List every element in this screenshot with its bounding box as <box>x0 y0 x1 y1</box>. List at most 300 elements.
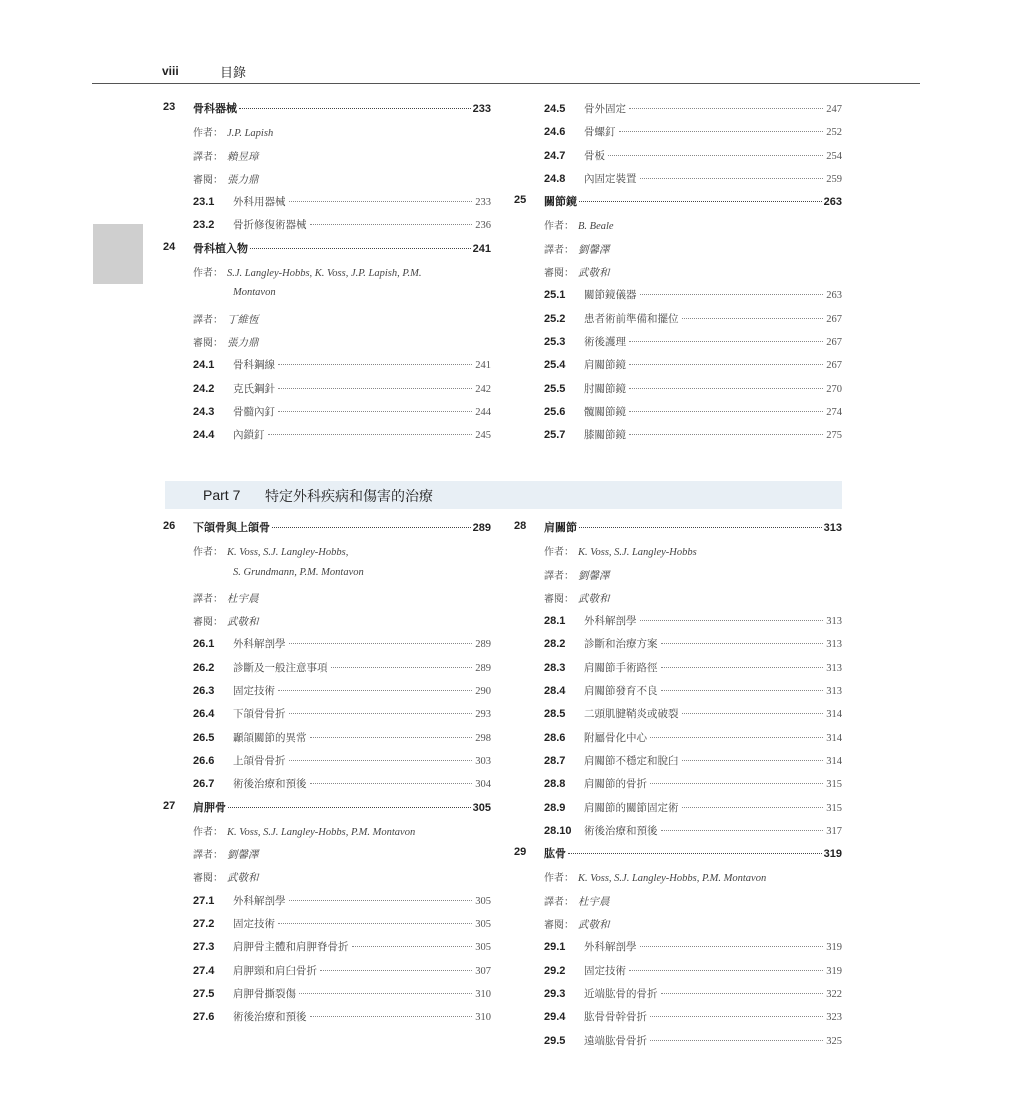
section-number: 26.1 <box>193 638 215 651</box>
section-line <box>193 636 491 651</box>
section-line <box>544 636 842 651</box>
section-page: 298 <box>475 732 491 744</box>
chapter-entry <box>514 191 842 214</box>
section-page: 313 <box>826 639 842 651</box>
chapter-entry <box>514 517 842 540</box>
dot-leader <box>682 807 824 808</box>
section-line <box>544 939 842 954</box>
section-page: 275 <box>826 430 842 442</box>
section-line <box>544 404 842 419</box>
dot-leader <box>608 155 823 156</box>
section-number: 28.1 <box>544 615 566 628</box>
section-title: 上頜骨骨折 <box>233 754 286 767</box>
section-title: 術後護理 <box>584 335 626 348</box>
section-line <box>193 357 491 372</box>
section-number: 25.7 <box>544 429 566 442</box>
section-line <box>193 427 491 442</box>
section-number: 29.1 <box>544 941 566 954</box>
section-page: 313 <box>826 686 842 698</box>
section-page: 313 <box>826 616 842 628</box>
section-page: 314 <box>826 755 842 767</box>
section-title: 肩關節手術路徑 <box>584 661 658 674</box>
section-title: 骨螺釘 <box>584 126 616 139</box>
section-entry <box>514 750 842 773</box>
section-number: 28.4 <box>544 685 566 698</box>
chapter-line <box>544 845 842 861</box>
section-entry <box>163 424 491 447</box>
credit-text <box>544 893 842 909</box>
dot-leader <box>278 364 472 365</box>
dot-leader <box>568 853 822 854</box>
chapter-page: 263 <box>823 196 842 209</box>
credit-label: 審閱： <box>193 337 223 349</box>
section-line <box>544 963 842 978</box>
credit-text <box>544 567 842 583</box>
section-page: 236 <box>475 220 491 232</box>
section-number: 27.6 <box>193 1011 215 1024</box>
credit-label: 審閱： <box>544 268 574 280</box>
section-line <box>544 311 842 326</box>
section-line <box>544 1033 842 1048</box>
credit-label: 譯者： <box>193 593 223 605</box>
section-title: 近端肱骨的骨折 <box>584 987 658 1000</box>
section-page: 314 <box>826 709 842 721</box>
section-entry <box>514 680 842 703</box>
toc-column-bottom-right <box>514 517 842 1053</box>
section-title: 遠端肱骨骨折 <box>584 1034 647 1047</box>
credit-label: 譯者： <box>544 244 574 256</box>
chapter-number: 29 <box>514 846 527 859</box>
section-page: 319 <box>826 942 842 954</box>
section-line <box>544 660 842 675</box>
credit-line <box>514 913 842 936</box>
credit-names: S.J. Langley-Hobbs, K. Voss, J.P. Lapish, P.M. <box>227 268 422 280</box>
section-page: 310 <box>475 1012 491 1024</box>
section-line <box>193 194 491 209</box>
section-title: 髖關節鏡 <box>584 405 626 418</box>
section-line <box>544 124 842 139</box>
section-title: 固定技術 <box>233 685 275 698</box>
dot-leader <box>629 434 823 435</box>
dot-leader <box>682 713 824 714</box>
section-title: 骨科鋼線 <box>233 359 275 372</box>
credit-names: K. Voss, S.J. Langley-Hobbs <box>578 547 697 559</box>
section-entry <box>163 936 491 959</box>
section-page: 245 <box>475 430 491 442</box>
section-title: 外科解剖學 <box>233 638 286 651</box>
section-entry <box>163 983 491 1006</box>
section-title: 術後治療和預後 <box>233 1011 307 1024</box>
section-title: 克氏鋼針 <box>233 382 275 395</box>
credit-text <box>193 869 491 885</box>
section-number: 24.8 <box>544 172 566 185</box>
chapter-page: 289 <box>472 522 491 534</box>
credit-text <box>544 543 842 558</box>
credit-names: 劉馨澤 <box>578 244 610 256</box>
credit-line <box>163 145 491 168</box>
section-entry <box>514 703 842 726</box>
section-number: 26.3 <box>193 685 215 698</box>
dot-leader <box>228 807 471 808</box>
section-number: 26.7 <box>193 778 215 791</box>
chapter-title: 下頜骨與上頜骨 <box>193 521 270 534</box>
section-page: 307 <box>475 965 491 977</box>
chapter-line <box>193 100 491 116</box>
toc-column-top-right <box>514 98 842 447</box>
section-number: 24.3 <box>193 405 215 418</box>
credit-label: 作者： <box>544 547 574 559</box>
chapter-title: 關節鏡 <box>544 195 577 209</box>
section-number: 24.2 <box>193 382 215 395</box>
chapter-title: 骨科植入物 <box>193 241 248 255</box>
section-page: 317 <box>826 825 842 837</box>
credit-names: S. Grundmann, P.M. Montavon <box>233 566 364 578</box>
section-number: 29.5 <box>544 1034 566 1047</box>
section-number: 24.7 <box>544 149 566 162</box>
section-entry <box>514 354 842 377</box>
section-page: 322 <box>826 988 842 1000</box>
credit-names: 杜宇晨 <box>227 593 259 605</box>
section-number: 26.5 <box>193 731 215 744</box>
section-number: 28.6 <box>544 731 566 744</box>
section-page: 267 <box>826 336 842 348</box>
section-number: 26.4 <box>193 708 215 721</box>
credit-names: 杜宇晨 <box>578 896 610 908</box>
dot-leader <box>310 737 473 738</box>
section-entry <box>514 983 842 1006</box>
section-title: 顳頜關節的異常 <box>233 731 307 744</box>
section-entry <box>163 354 491 377</box>
section-entry <box>514 657 842 680</box>
section-number: 24.5 <box>544 103 566 115</box>
dot-leader <box>579 527 822 528</box>
section-line <box>193 1009 491 1024</box>
dot-leader <box>650 783 823 784</box>
section-page: 289 <box>475 639 491 651</box>
chapter-page: 305 <box>472 801 491 814</box>
section-page: 244 <box>475 406 491 418</box>
section-entry <box>163 657 491 680</box>
chapter-page: 241 <box>472 242 491 255</box>
section-entry <box>163 633 491 656</box>
chapter-entry <box>163 98 491 121</box>
credit-label: 審閱： <box>544 920 574 932</box>
section-entry <box>163 214 491 237</box>
credit-label: 審閱： <box>193 174 223 186</box>
credit-names: 武敬和 <box>578 268 610 280</box>
credit-names: Montavon <box>233 287 276 299</box>
section-number: 23.1 <box>193 196 215 209</box>
section-line <box>544 171 842 186</box>
section-line <box>193 916 491 931</box>
dot-leader <box>682 760 824 761</box>
credit-text <box>193 590 491 606</box>
toc-column-top-left <box>163 98 491 447</box>
section-line <box>193 706 491 721</box>
dot-leader <box>629 108 823 109</box>
section-number: 27.4 <box>193 964 215 977</box>
section-page: 254 <box>826 150 842 162</box>
section-entry <box>514 936 842 959</box>
dot-leader <box>310 224 473 225</box>
credit-text <box>193 543 491 558</box>
section-number: 28.8 <box>544 778 566 791</box>
credit-names: K. Voss, S.J. Langley-Hobbs, <box>227 547 349 559</box>
dot-leader <box>239 108 471 109</box>
section-page: 323 <box>826 1012 842 1024</box>
section-title: 診斷和治療方案 <box>584 638 658 651</box>
dot-leader <box>299 993 472 994</box>
credit-line <box>163 331 491 354</box>
section-page: 319 <box>826 965 842 977</box>
section-line <box>544 101 842 116</box>
section-number: 24.1 <box>193 359 215 372</box>
section-title: 內固定裝置 <box>584 172 637 185</box>
header-title: 目錄 <box>220 66 247 81</box>
section-page: 252 <box>826 127 842 139</box>
credit-line <box>163 121 491 144</box>
section-entry <box>514 773 842 796</box>
section-line <box>544 381 842 396</box>
section-title: 外科解剖學 <box>584 941 637 954</box>
section-number: 25.2 <box>544 312 566 325</box>
dot-leader <box>640 178 824 179</box>
credit-names: 張力鼎 <box>227 174 259 186</box>
credit-line <box>514 540 842 563</box>
section-title: 肘關節鏡 <box>584 382 626 395</box>
section-page: 290 <box>475 686 491 698</box>
dot-leader <box>682 318 824 319</box>
toc-column-bottom-left <box>163 517 491 1030</box>
credit-label: 作者： <box>193 268 223 280</box>
dot-leader <box>629 341 823 342</box>
section-line <box>193 381 491 396</box>
credit-names: B. Beale <box>578 221 614 233</box>
section-number: 28.2 <box>544 638 566 651</box>
section-title: 固定技術 <box>233 918 275 931</box>
section-number: 25.5 <box>544 382 566 395</box>
dot-leader <box>579 201 822 202</box>
section-page: 315 <box>826 802 842 814</box>
chapter-entry <box>163 238 491 261</box>
section-title: 診斷及一般注意事項 <box>233 661 328 674</box>
section-number: 26.2 <box>193 661 215 674</box>
section-line <box>544 287 842 302</box>
dot-leader <box>650 737 823 738</box>
section-line <box>544 730 842 745</box>
section-entry <box>163 1006 491 1029</box>
section-entry <box>163 913 491 936</box>
section-entry <box>163 703 491 726</box>
section-line <box>193 753 491 768</box>
dot-leader <box>289 643 473 644</box>
section-entry <box>514 145 842 168</box>
credit-line <box>163 168 491 191</box>
section-line <box>544 706 842 721</box>
section-title: 骨折修復術器械 <box>233 219 307 232</box>
chapter-page: 319 <box>823 848 842 861</box>
credit-line <box>163 261 491 284</box>
section-number: 26.6 <box>193 754 215 767</box>
section-number: 25.3 <box>544 335 566 348</box>
section-title: 關節鏡儀器 <box>584 289 637 302</box>
section-title: 內鎖釘 <box>233 429 265 442</box>
credit-line <box>163 610 491 633</box>
dot-leader <box>278 411 472 412</box>
section-title: 骨髓內釘 <box>233 405 275 418</box>
section-entry <box>514 121 842 144</box>
section-line <box>193 404 491 419</box>
credit-text <box>544 916 842 932</box>
credit-text <box>193 124 491 139</box>
section-number: 28.10 <box>544 824 572 837</box>
dot-leader <box>320 970 472 971</box>
section-title: 下頜骨骨折 <box>233 708 286 721</box>
section-page: 304 <box>475 779 491 791</box>
section-page: 263 <box>826 290 842 302</box>
section-number: 25.6 <box>544 405 566 418</box>
section-number: 24.4 <box>193 429 215 442</box>
credit-text <box>193 171 491 187</box>
chapter-line <box>544 193 842 209</box>
section-page: 247 <box>826 104 842 115</box>
dot-leader <box>629 364 823 365</box>
dot-leader <box>310 1016 473 1017</box>
section-title: 術後治療和預後 <box>584 824 658 837</box>
dot-leader <box>640 620 824 621</box>
credit-text <box>193 148 491 164</box>
section-number: 25.4 <box>544 359 566 372</box>
section-line <box>544 683 842 698</box>
section-line <box>193 963 491 978</box>
dot-leader <box>661 667 824 668</box>
section-page: 325 <box>826 1035 842 1047</box>
credit-label: 譯者： <box>193 151 223 163</box>
section-page: 289 <box>475 662 491 674</box>
chapter-number: 23 <box>163 101 176 113</box>
part-number: Part 7 <box>203 487 241 503</box>
section-entry <box>514 1006 842 1029</box>
section-title: 肩胛頸和肩臼骨折 <box>233 964 317 977</box>
section-number: 28.5 <box>544 708 566 721</box>
credit-line <box>514 587 842 610</box>
section-title: 肩關節鏡 <box>584 359 626 372</box>
section-entry <box>163 378 491 401</box>
section-page: 310 <box>475 988 491 1000</box>
section-title: 骨外固定 <box>584 103 626 115</box>
chapter-title: 肩胛骨 <box>193 800 226 814</box>
credit-names: 武敬和 <box>227 873 259 885</box>
credit-names: 武敬和 <box>578 920 610 932</box>
section-line <box>544 823 842 838</box>
dot-leader <box>650 1016 823 1017</box>
section-title: 術後治療和預後 <box>233 778 307 791</box>
credit-text <box>193 264 491 279</box>
chapter-entry <box>163 517 491 540</box>
credit-names: K. Voss, S.J. Langley-Hobbs, P.M. Montavon <box>227 826 416 838</box>
credit-text <box>193 823 491 838</box>
credit-names: 賴昱璋 <box>227 151 259 163</box>
credit-text <box>193 613 491 629</box>
dot-leader <box>661 643 824 644</box>
section-title: 患者術前準備和擺位 <box>584 312 679 325</box>
chapter-number: 26 <box>163 520 176 532</box>
credit-label: 作者： <box>544 221 574 233</box>
section-entry <box>163 401 491 424</box>
section-number: 28.9 <box>544 801 566 814</box>
credit-label: 審閱： <box>193 617 223 629</box>
section-page: 305 <box>475 919 491 931</box>
credit-text <box>544 264 842 280</box>
chapter-number: 28 <box>514 520 527 532</box>
page-header <box>92 60 920 84</box>
dot-leader <box>661 993 824 994</box>
dot-leader <box>331 667 473 668</box>
section-title: 固定技術 <box>584 964 626 977</box>
section-entry <box>163 773 491 796</box>
credit-text <box>544 241 842 257</box>
section-title: 二頭肌腱鞘炎或破裂 <box>584 708 679 721</box>
dot-leader <box>289 900 473 901</box>
dot-leader <box>629 970 823 971</box>
section-number: 29.3 <box>544 987 566 1000</box>
chapter-title: 骨科器械 <box>193 102 237 115</box>
credit-continuation <box>163 564 491 587</box>
credit-names: 丁維恆 <box>227 314 259 326</box>
section-title: 附屬骨化中心 <box>584 731 647 744</box>
section-title: 膝關節鏡 <box>584 429 626 442</box>
section-entry <box>514 401 842 424</box>
credit-line <box>514 261 842 284</box>
credit-names: 劉馨澤 <box>227 850 259 862</box>
section-entry <box>514 424 842 447</box>
section-title: 肩關節的關節固定術 <box>584 801 679 814</box>
credit-line <box>514 866 842 889</box>
section-entry <box>163 890 491 913</box>
page-number: viii <box>162 64 179 78</box>
section-title: 肩胛骨撕裂傷 <box>233 987 296 1000</box>
section-entry <box>163 191 491 214</box>
credit-text <box>193 334 491 350</box>
section-page: 233 <box>475 197 491 209</box>
credit-names: 劉馨澤 <box>578 570 610 582</box>
credit-label: 譯者： <box>544 896 574 908</box>
section-line <box>193 986 491 1001</box>
credit-label: 作者： <box>193 547 223 559</box>
credit-names: 張力鼎 <box>227 337 259 349</box>
section-entry <box>514 960 842 983</box>
section-number: 25.1 <box>544 289 566 302</box>
section-line <box>544 427 842 442</box>
section-entry <box>514 1030 842 1053</box>
chapter-page: 313 <box>823 522 842 534</box>
section-line <box>193 730 491 745</box>
part-banner <box>165 481 842 509</box>
section-page: 270 <box>826 383 842 395</box>
chapter-title: 肱骨 <box>544 847 566 861</box>
dot-leader <box>640 294 824 295</box>
credit-line <box>514 890 842 913</box>
chapter-thumb-tab <box>93 224 143 284</box>
section-number: 27.5 <box>193 987 215 1000</box>
credit-label: 審閱： <box>544 593 574 605</box>
credit-line <box>163 820 491 843</box>
section-number: 28.3 <box>544 661 566 674</box>
section-entry <box>163 680 491 703</box>
section-number: 27.1 <box>193 894 215 907</box>
section-title: 肩關節不穩定和脫臼 <box>584 754 679 767</box>
dot-leader <box>289 201 473 202</box>
